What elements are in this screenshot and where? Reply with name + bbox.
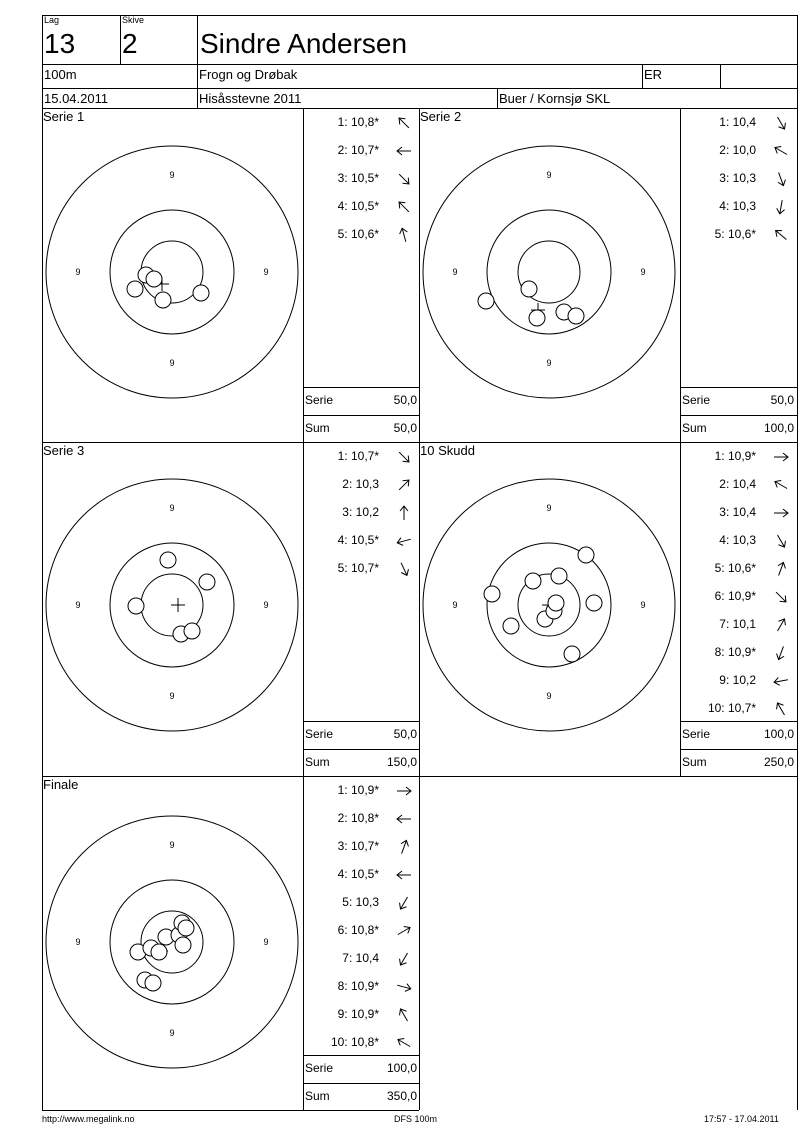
ring-label: 9 xyxy=(263,600,269,610)
sum-label: Sum xyxy=(682,421,707,435)
shot-value: 2: 10,3 xyxy=(342,477,379,491)
target-ring xyxy=(110,210,234,334)
ring-label: 9 xyxy=(263,267,269,277)
direction-arrow-icon xyxy=(772,226,790,244)
shot-row xyxy=(680,115,796,131)
lag-value: 13 xyxy=(44,28,76,59)
shot-row xyxy=(303,783,419,799)
sum-label: Sum xyxy=(305,421,330,435)
hit-mark xyxy=(478,293,494,309)
hit-mark xyxy=(178,920,194,936)
shot-row xyxy=(303,561,419,577)
shot-value: 4: 10,5* xyxy=(337,533,379,547)
panel-title: Serie 1 xyxy=(43,109,85,124)
shot-value: 8: 10,9* xyxy=(714,645,756,659)
mean-point-icon xyxy=(171,598,185,612)
shot-row xyxy=(680,143,796,159)
hit-mark xyxy=(151,944,167,960)
panel-title: Finale xyxy=(43,777,79,792)
ring-label: 9 xyxy=(169,691,175,701)
shot-row xyxy=(680,171,796,187)
skive-value: 2 xyxy=(122,28,138,59)
hit-mark xyxy=(503,618,519,634)
shot-row xyxy=(680,561,796,577)
shot-row xyxy=(303,867,419,883)
serie-value: 100,0 xyxy=(386,1061,417,1075)
hit-mark xyxy=(193,285,209,301)
shot-value: 8: 10,9* xyxy=(337,979,379,993)
shot-value: 3: 10,2 xyxy=(342,505,379,519)
shot-row xyxy=(680,449,796,465)
sum-value: 50,0 xyxy=(393,421,417,435)
hit-mark xyxy=(568,308,584,324)
shot-value: 2: 10,7* xyxy=(337,143,379,157)
shot-row xyxy=(303,1035,419,1051)
direction-arrow-icon xyxy=(395,950,413,968)
ring-label: 9 xyxy=(546,358,552,368)
distance: 100m xyxy=(44,67,77,82)
sum-value: 250,0 xyxy=(763,755,794,769)
sum-value: 100,0 xyxy=(763,421,794,435)
hit-mark xyxy=(548,595,564,611)
direction-arrow-icon xyxy=(395,1034,413,1052)
direction-arrow-icon xyxy=(772,560,790,578)
ring-label: 9 xyxy=(169,840,175,850)
shot-row xyxy=(680,227,796,243)
hit-mark xyxy=(127,281,143,297)
shot-value: 9: 10,2 xyxy=(719,673,756,687)
shot-row xyxy=(680,645,796,661)
direction-arrow-icon xyxy=(772,616,790,634)
direction-arrow-icon xyxy=(772,504,790,522)
target xyxy=(41,474,303,736)
shot-row xyxy=(303,895,419,911)
direction-arrow-icon xyxy=(772,672,790,690)
hit-mark xyxy=(184,623,200,639)
ring-label: 9 xyxy=(546,170,552,180)
shot-row xyxy=(303,143,419,159)
hit-mark xyxy=(484,586,500,602)
shot-value: 10: 10,8* xyxy=(330,1035,379,1049)
direction-arrow-icon xyxy=(772,588,790,606)
shot-value: 2: 10,8* xyxy=(337,811,379,825)
serie-label: Serie xyxy=(682,727,711,741)
shot-row xyxy=(680,199,796,215)
shot-value: 1: 10,9* xyxy=(337,783,379,797)
direction-arrow-icon xyxy=(395,894,413,912)
shot-row xyxy=(303,1007,419,1023)
ring-label: 9 xyxy=(263,937,269,947)
shot-row xyxy=(303,449,419,465)
shot-value: 5: 10,3 xyxy=(342,895,379,909)
ring-label: 9 xyxy=(75,600,81,610)
ring-label: 9 xyxy=(75,937,81,947)
direction-arrow-icon xyxy=(395,922,413,940)
ring-label: 9 xyxy=(452,267,458,277)
direction-arrow-icon xyxy=(395,838,413,856)
ring-label: 9 xyxy=(640,267,646,277)
serie-value: 100,0 xyxy=(763,727,794,741)
skive-label: Skive xyxy=(122,15,145,25)
ring-label: 9 xyxy=(169,503,175,513)
ring-label: 9 xyxy=(640,600,646,610)
footer-url[interactable]: http://www.megalink.no xyxy=(42,1114,135,1124)
direction-arrow-icon xyxy=(395,448,413,466)
serie-value: 50,0 xyxy=(393,727,417,741)
serie-label: Serie xyxy=(305,393,334,407)
hit-mark xyxy=(529,310,545,326)
shot-value: 1: 10,8* xyxy=(337,115,379,129)
direction-arrow-icon xyxy=(395,198,413,216)
shooter-name: Sindre Andersen xyxy=(200,28,408,59)
direction-arrow-icon xyxy=(395,142,413,160)
direction-arrow-icon xyxy=(772,170,790,188)
ring-label: 9 xyxy=(546,691,552,701)
event: Hisåsstevne 2011 xyxy=(199,91,302,106)
shot-value: 3: 10,7* xyxy=(337,839,379,853)
direction-arrow-icon xyxy=(772,142,790,160)
shot-value: 3: 10,5* xyxy=(337,171,379,185)
direction-arrow-icon xyxy=(395,504,413,522)
hit-mark xyxy=(578,547,594,563)
target xyxy=(41,141,303,403)
shot-row xyxy=(680,589,796,605)
ring-label: 9 xyxy=(169,170,175,180)
shot-value: 5: 10,6* xyxy=(337,227,379,241)
shot-value: 4: 10,3 xyxy=(719,199,756,213)
shot-row xyxy=(680,477,796,493)
serie-label: Serie xyxy=(305,1061,334,1075)
shot-row xyxy=(680,533,796,549)
hit-mark xyxy=(525,573,541,589)
footer-program: DFS 100m xyxy=(394,1114,438,1124)
shot-value: 1: 10,9* xyxy=(714,449,756,463)
hit-mark xyxy=(160,552,176,568)
direction-arrow-icon xyxy=(395,476,413,494)
direction-arrow-icon xyxy=(772,198,790,216)
direction-arrow-icon xyxy=(772,700,790,718)
panel-title: Serie 2 xyxy=(420,109,462,124)
target xyxy=(418,141,680,403)
target-ring xyxy=(487,210,611,334)
ring-label: 9 xyxy=(546,503,552,513)
hit-mark xyxy=(564,646,580,662)
ring-label: 9 xyxy=(169,1028,175,1038)
target xyxy=(418,474,680,736)
hit-mark xyxy=(586,595,602,611)
shot-value: 7: 10,4 xyxy=(342,951,379,965)
sum-label: Sum xyxy=(305,755,330,769)
shot-row xyxy=(303,923,419,939)
serie-value: 50,0 xyxy=(393,393,417,407)
shot-value: 9: 10,9* xyxy=(337,1007,379,1021)
shot-value: 4: 10,5* xyxy=(337,199,379,213)
hit-mark xyxy=(199,574,215,590)
venue: Buer / Kornsjø SKL xyxy=(499,91,611,106)
serie-label: Serie xyxy=(682,393,711,407)
direction-arrow-icon xyxy=(395,1006,413,1024)
shot-row xyxy=(303,171,419,187)
hit-mark xyxy=(175,937,191,953)
shot-row xyxy=(303,477,419,493)
shot-row xyxy=(303,115,419,131)
shot-value: 1: 10,7* xyxy=(337,449,379,463)
date: 15.04.2011 xyxy=(44,91,109,106)
shot-row xyxy=(303,811,419,827)
hit-mark xyxy=(155,292,171,308)
direction-arrow-icon xyxy=(395,170,413,188)
shot-row xyxy=(303,951,419,967)
shot-value: 3: 10,4 xyxy=(719,505,756,519)
shot-row xyxy=(680,673,796,689)
shot-value: 6: 10,8* xyxy=(337,923,379,937)
direction-arrow-icon xyxy=(772,644,790,662)
sum-value: 350,0 xyxy=(386,1089,417,1103)
club: Frogn og Drøbak xyxy=(199,67,298,82)
direction-arrow-icon xyxy=(395,560,413,578)
shot-row xyxy=(680,505,796,521)
sum-label: Sum xyxy=(682,755,707,769)
ring-label: 9 xyxy=(169,358,175,368)
shot-row xyxy=(303,505,419,521)
shot-row xyxy=(303,227,419,243)
target xyxy=(41,811,303,1073)
sum-label: Sum xyxy=(305,1089,330,1103)
direction-arrow-icon xyxy=(395,532,413,550)
shot-value: 4: 10,5* xyxy=(337,867,379,881)
shot-row xyxy=(303,533,419,549)
ring-label: 9 xyxy=(452,600,458,610)
direction-arrow-icon xyxy=(395,226,413,244)
hit-mark xyxy=(551,568,567,584)
shot-value: 3: 10,3 xyxy=(719,171,756,185)
shot-value: 4: 10,3 xyxy=(719,533,756,547)
shot-value: 2: 10,4 xyxy=(719,477,756,491)
shot-row xyxy=(680,701,796,717)
serie-label: Serie xyxy=(305,727,334,741)
shot-value: 1: 10,4 xyxy=(719,115,756,129)
shot-value: 5: 10,6* xyxy=(714,227,756,241)
direction-arrow-icon xyxy=(772,448,790,466)
shot-row xyxy=(303,199,419,215)
direction-arrow-icon xyxy=(395,114,413,132)
direction-arrow-icon xyxy=(395,866,413,884)
shot-row xyxy=(680,617,796,633)
lag-label: Lag xyxy=(44,15,60,25)
shot-value: 5: 10,7* xyxy=(337,561,379,575)
shot-value: 6: 10,9* xyxy=(714,589,756,603)
direction-arrow-icon xyxy=(395,782,413,800)
direction-arrow-icon xyxy=(395,810,413,828)
panel-title: Serie 3 xyxy=(43,443,85,458)
hit-mark xyxy=(521,281,537,297)
ring-label: 9 xyxy=(75,267,81,277)
hit-mark xyxy=(145,975,161,991)
direction-arrow-icon xyxy=(772,114,790,132)
shot-value: 5: 10,6* xyxy=(714,561,756,575)
footer-timestamp: 17:57 - 17.04.2011 xyxy=(704,1114,779,1124)
direction-arrow-icon xyxy=(772,476,790,494)
shot-row xyxy=(303,979,419,995)
sum-value: 150,0 xyxy=(386,755,417,769)
hit-mark xyxy=(128,598,144,614)
hit-mark xyxy=(146,271,162,287)
shot-row xyxy=(303,839,419,855)
shot-value: 7: 10,1 xyxy=(719,617,756,631)
shot-value: 2: 10,0 xyxy=(719,143,756,157)
class: ER xyxy=(644,67,663,82)
serie-value: 50,0 xyxy=(770,393,794,407)
shot-value: 10: 10,7* xyxy=(707,701,756,715)
panel-title: 10 Skudd xyxy=(420,443,475,458)
direction-arrow-icon xyxy=(772,532,790,550)
direction-arrow-icon xyxy=(395,978,413,996)
